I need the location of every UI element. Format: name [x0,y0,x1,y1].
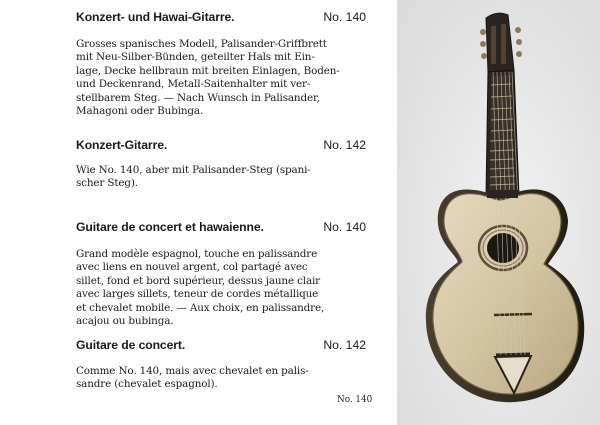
entry-konzert-gitarre-142 [76,138,366,191]
description-line: acajou ou bubinga. [76,315,174,328]
entry-guitare-de-concert-142 [76,338,366,392]
entry-heading [76,220,366,237]
entry-heading [76,10,366,27]
description-line: avec liens en nouvel argent, col partagé avec [76,261,308,274]
entry-guitare-de-concert-et-hawaienne-140 [76,220,366,328]
entry-title: Guitare de concert et hawaienne. [76,220,264,234]
guitar-photo-panel [397,0,600,425]
guitar-neck-heel [487,190,518,198]
entry-description [76,365,366,392]
description-line: sillet, fond et bord supérieur, dessus jaune clair [76,274,320,287]
entry-title: Konzert-Gitarre. [76,138,168,152]
entry-title: Guitare de concert. [76,338,186,352]
entry-title: Konzert- und Hawai-Gitarre. [76,10,235,24]
description-line: scher Steg). [76,177,138,190]
description-line: Wie No. 140, aber mit Palisander-Steg (spani- [76,164,311,176]
description-line: und Deckenrand, Metall-Saitenhalter mit ver- [76,78,311,91]
description-line: mit Neu-Silber-Bünden, geteilter Hals mit Ein- [76,51,315,64]
description-line: sandre (chevalet espagnol). [76,378,218,391]
description-line: avec larges sillets, teneur de cordes métallique [76,288,319,301]
entry-description [76,248,366,328]
entry-description [76,38,366,118]
entry-heading [76,338,366,355]
entry-number: No. 140 [323,10,366,24]
entry-number: No. 140 [323,220,366,234]
entry-number: No. 142 [323,138,366,152]
description-line: stellbarem Steg. — Nach Wunsch in Palisander, [76,91,320,104]
description-line: lage, Decke hellbraun mit breiten Einlagen, Boden- [76,64,340,77]
description-line: Comme No. 140, mais avec chevalet en palis- [76,365,309,377]
entry-heading [76,138,366,155]
guitar-neck [486,70,519,197]
entry-konzert-und-hawai-gitarre-140 [76,10,366,118]
description-line: Grand modèle espagnol, touche en palissandre [76,248,318,260]
entry-number: No. 142 [323,338,366,352]
description-line: Mahagoni oder Bubinga. [76,105,204,118]
description-line: Grosses spanisches Modell, Palisander-Griffbrett [76,38,327,50]
description-line: et chevalet mobile. — Aux choix, en palissandre, [76,301,325,314]
guitar-illustration [397,0,600,425]
photo-caption: No. 140 [337,395,373,405]
entry-description [76,164,366,191]
